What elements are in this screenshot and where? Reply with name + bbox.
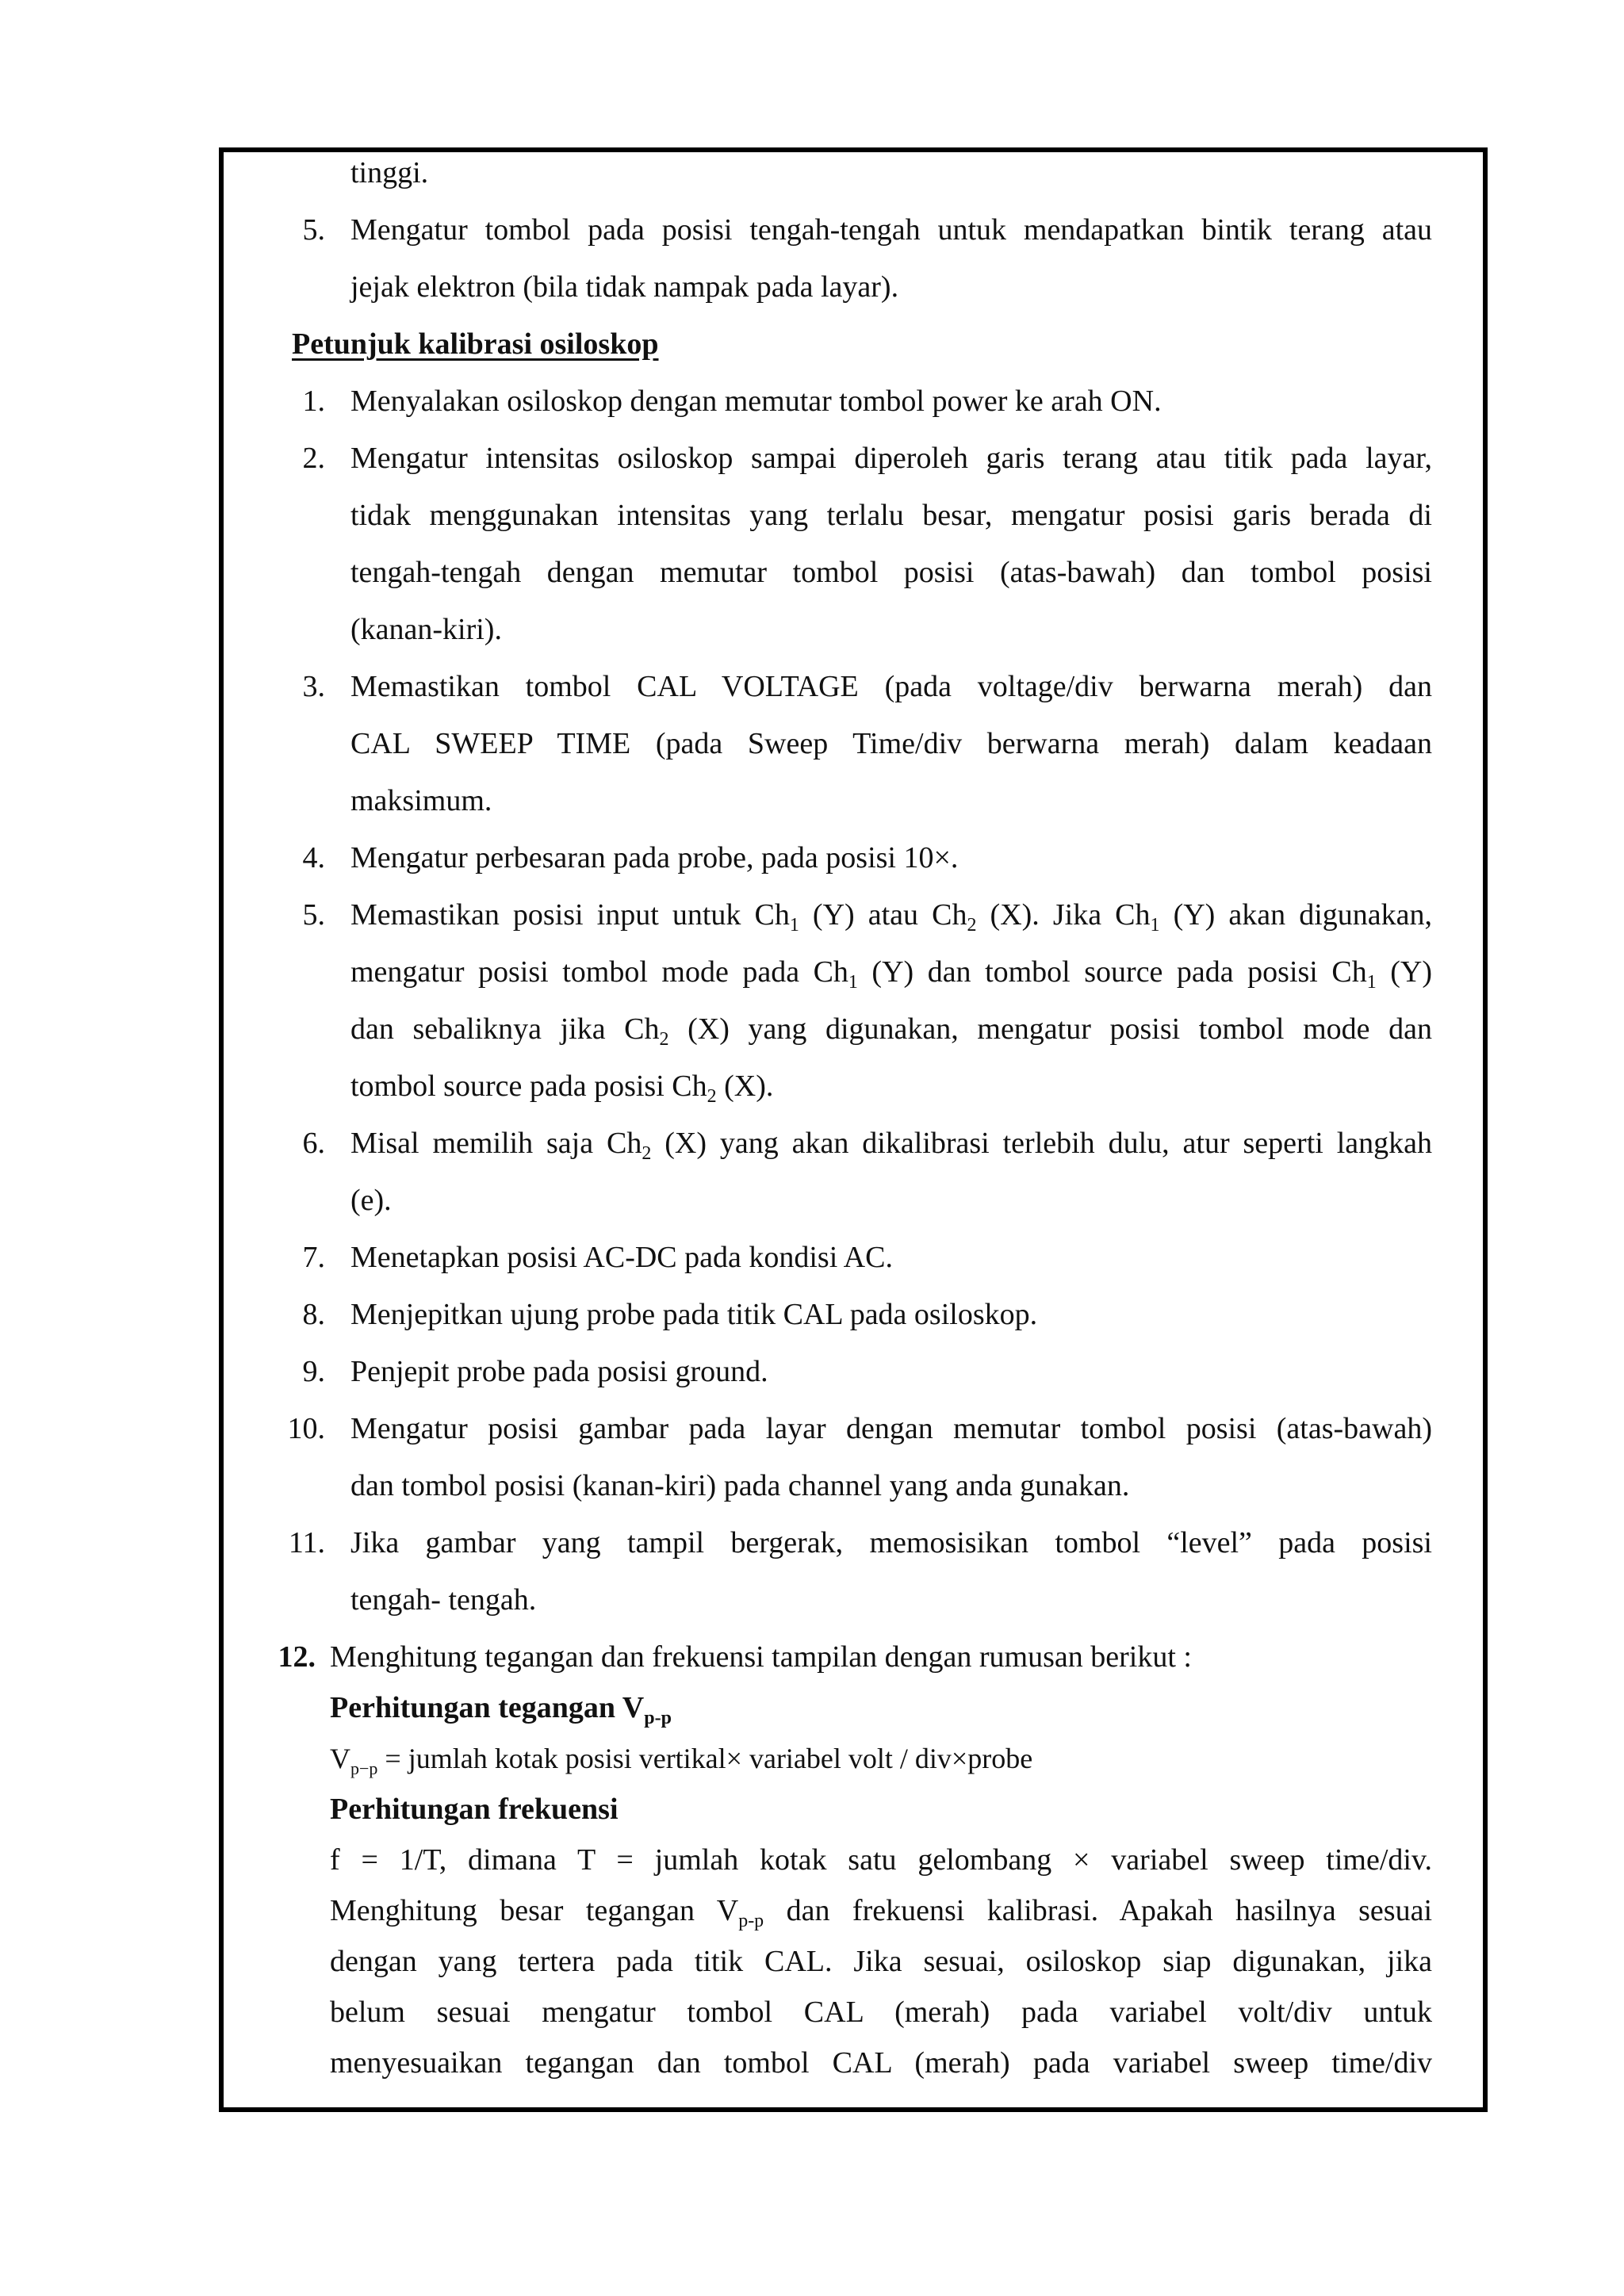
step-4-text: Mengatur perbesaran pada probe, pada posisi 10×. <box>350 841 959 874</box>
continuation-line: tinggi. <box>350 156 429 189</box>
prev-item-5-line-1: Mengatur tombol pada posisi tengah-tengah untuk mendapatkan bintik terang atau <box>350 213 1432 247</box>
step-5-line-3: dan sebaliknya jika $Ch_2$ (X) yang digunakan, mengatur posisi tombol mode dan <box>350 1012 1432 1050</box>
step-2-line-1: Mengatur intensitas osiloskop sampai diperoleh garis terang atau titik pada layar, <box>350 442 1432 475</box>
step-6-line-1: Misal memilih saja $Ch_2$ (X) yang akan dikalibrasi terlebih dulu, atur seperti langkah <box>350 1127 1432 1164</box>
step-3-line-3: maksimum. <box>350 784 492 817</box>
step-6-number: 6. <box>302 1127 325 1160</box>
prev-item-5-number: 5. <box>302 213 325 247</box>
step-11-line-2: tengah- tengah. <box>350 1583 537 1617</box>
step-9-number: 9. <box>302 1355 325 1388</box>
step-7-text: Menetapkan posisi AC-DC pada kondisi AC. <box>350 1241 893 1274</box>
step-8-number: 8. <box>302 1298 325 1331</box>
step-9-text: Penjepit probe pada posisi ground. <box>350 1355 768 1388</box>
step-2-line-4: (kanan-kiri). <box>350 613 502 646</box>
step-11-line-1: Jika gambar yang tampil bergerak, memosisikan tombol “level” pada posisi <box>350 1526 1432 1559</box>
step-3-number: 3. <box>302 670 325 703</box>
frequency-line-4: belum sesuai mengatur tombol CAL (merah) pada variabel volt/div untuk <box>330 1996 1432 2029</box>
step-5-line-4: tombol source pada posisi $Ch_2$ (X). <box>350 1070 774 1107</box>
section-heading: Petunjuk kalibrasi osiloskop <box>292 327 659 361</box>
step-5-line-2: mengatur posisi tombol mode pada $Ch_1$ (Y) dan tombol source pada posisi $Ch_1$ (Y) <box>350 955 1432 993</box>
step-8-text: Menjepitkan ujung probe pada titik CAL pada osiloskop. <box>350 1298 1038 1331</box>
step-10-number: 10. <box>287 1412 325 1445</box>
step-6-line-2: (e). <box>350 1184 392 1217</box>
step-10-line-1: Mengatur posisi gambar pada layar dengan memutar tombol posisi (atas-bawah) <box>350 1412 1432 1445</box>
step-3-line-1: Memastikan tombol CAL VOLTAGE (pada voltage/div berwarna merah) dan <box>350 670 1432 703</box>
voltage-calc-heading: Perhitungan tegangan $V_{p-p}$ <box>330 1691 672 1728</box>
step-7-number: 7. <box>302 1241 325 1274</box>
step-4-number: 4. <box>302 841 325 874</box>
step-2-line-2: tidak menggunakan intensitas yang terlalu besar, mengatur posisi garis berada di <box>350 499 1432 532</box>
step-2-number: 2. <box>302 442 325 475</box>
step-10-line-2: dan tombol posisi (kanan-kiri) pada channel yang anda gunakan. <box>350 1469 1130 1502</box>
step-11-number: 11. <box>288 1526 325 1559</box>
frequency-line-2: Menghitung besar tegangan $V_{p-p}$ dan frekuensi kalibrasi. Apakah hasilnya sesuai <box>330 1894 1433 1931</box>
step-12-number: 12. <box>278 1640 316 1674</box>
frequency-line-5: menyesuaikan tegangan dan tombol CAL (merah) pada variabel sweep time/div <box>330 2046 1432 2080</box>
step-1-number: 1. <box>302 385 325 418</box>
step-5-line-1: Memastikan posisi input untuk $Ch_1$ (Y) atau $Ch_2$ (X). Jika $Ch_1$ (Y) akan digunakan, <box>350 898 1432 936</box>
prev-item-5-line-2: jejak elektron (bila tidak nampak pada layar). <box>350 270 899 304</box>
frequency-calc-heading: Perhitungan frekuensi <box>330 1793 619 1826</box>
frequency-line-1: f = 1/T, dimana T = jumlah kotak satu gelombang × variabel sweep time/div. <box>330 1843 1432 1877</box>
voltage-formula: $V_{p-p}$ = jumlah kotak posisi vertikal× variabel volt / div×probe <box>330 1743 1033 1778</box>
step-3-line-2: CAL SWEEP TIME (pada Sweep Time/div berwarna merah) dalam keadaan <box>350 727 1432 760</box>
frequency-line-3: dengan yang tertera pada titik CAL. Jika sesuai, osiloskop siap digunakan, jika <box>330 1945 1432 1978</box>
step-1-text: Menyalakan osiloskop dengan memutar tombol power ke arah ON. <box>350 385 1162 418</box>
step-5-number: 5. <box>302 898 325 932</box>
step-12-line-1: Menghitung tegangan dan frekuensi tampilan dengan rumusan berikut : <box>330 1640 1192 1674</box>
step-2-line-3: tengah-tengah dengan memutar tombol posisi (atas-bawah) dan tombol posisi <box>350 556 1432 589</box>
